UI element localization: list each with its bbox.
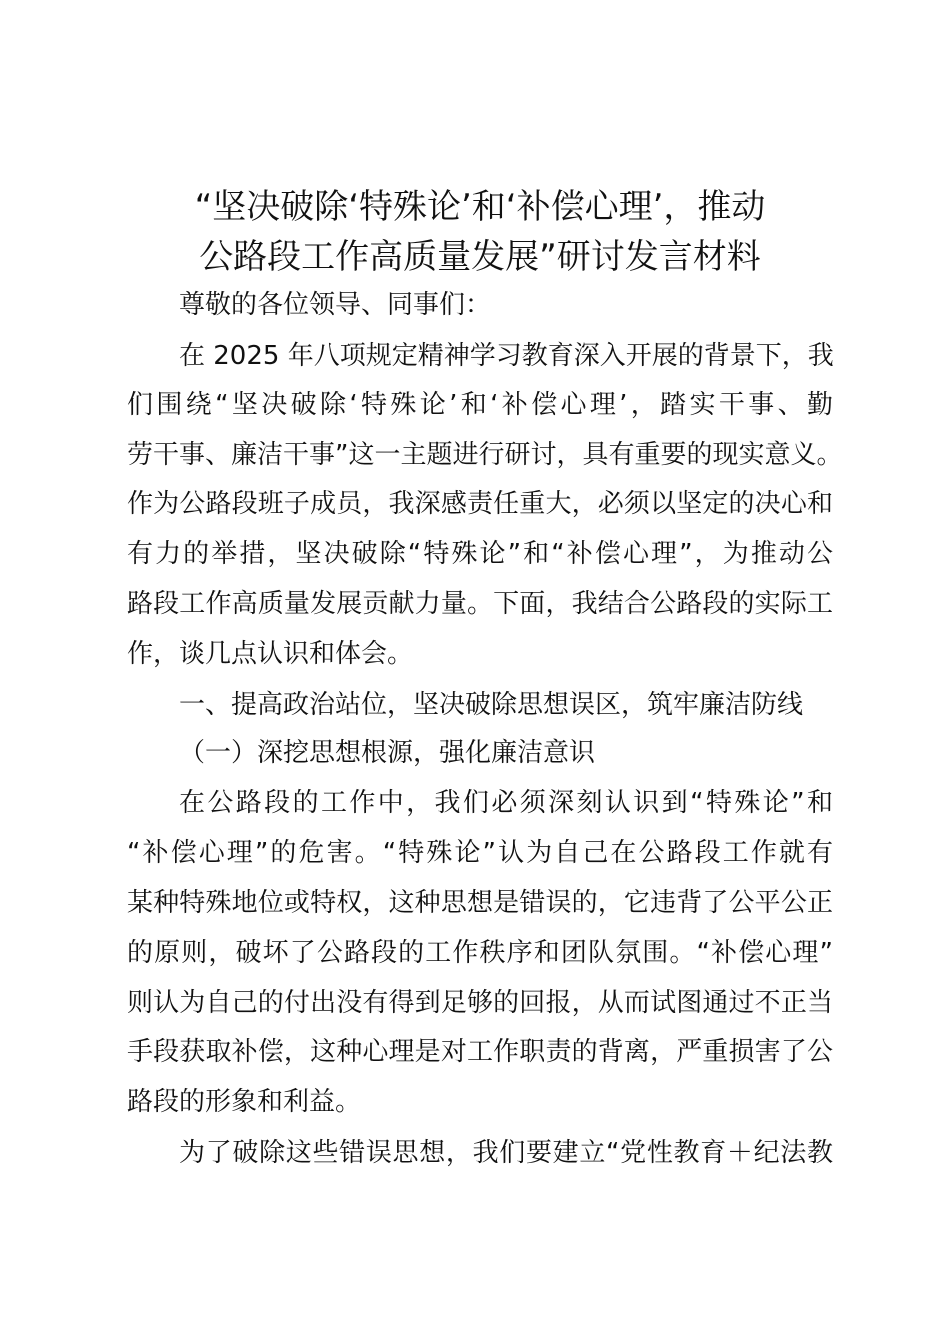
paragraph-line: 路段工作高质量发展贡献力量。下面，我结合公路段的实际工 [127,589,833,619]
paragraph-line: 手段获取补偿，这种心理是对工作职责的背离，严重损害了公 [127,1037,833,1067]
paragraph-line: 在公路段的工作中，我们必须深刻认识到“特殊论”和 [179,788,833,818]
paragraph-line: 则认为自己的付出没有得到足够的回报，从而试图通过不正当 [127,988,833,1018]
subsection-heading: （一）深挖思想根源，强化廉洁意识 [179,738,596,768]
paragraph-line: 劳干事、廉洁干事”这一主题进行研讨，具有重要的现实意义。 [127,440,843,470]
section-heading: 一、提高政治站位，坚决破除思想误区，筑牢廉洁防线 [179,690,804,720]
paragraph-line: 某种特殊地位或特权，这种思想是错误的，它违背了公平公正 [127,888,833,918]
paragraph-line: 作，谈几点认识和体会。 [127,639,414,669]
paragraph-line: 为了破除这些错误思想，我们要建立“党性教育＋纪法教 [179,1138,833,1168]
paragraph-line: 路段的形象和利益。 [127,1087,362,1117]
document-title-line-2: 公路段工作高质量发展”研讨发言材料 [199,237,761,277]
paragraph-line: “补偿心理”的危害。“特殊论”认为自己在公路段工作就有 [127,838,833,868]
paragraph-line: 在 2025 年八项规定精神学习教育深入开展的背景下，我 [179,341,834,371]
document-title-line-1: “坚决破除‘特殊论’和‘补偿心理’，推动 [194,187,766,227]
salutation: 尊敬的各位领导、同事们： [179,290,492,320]
paragraph-line: 作为公路段班子成员，我深感责任重大，必须以坚定的决心和 [127,489,833,519]
paragraph-line: 的原则，破坏了公路段的工作秩序和团队氛围。“补偿心理” [127,938,833,968]
paragraph-line: 们围绕“坚决破除‘特殊论’和‘补偿心理’，踏实干事、勤 [127,390,833,420]
paragraph-line: 有力的举措，坚决破除“特殊论”和“补偿心理”，为推动公 [127,539,833,569]
